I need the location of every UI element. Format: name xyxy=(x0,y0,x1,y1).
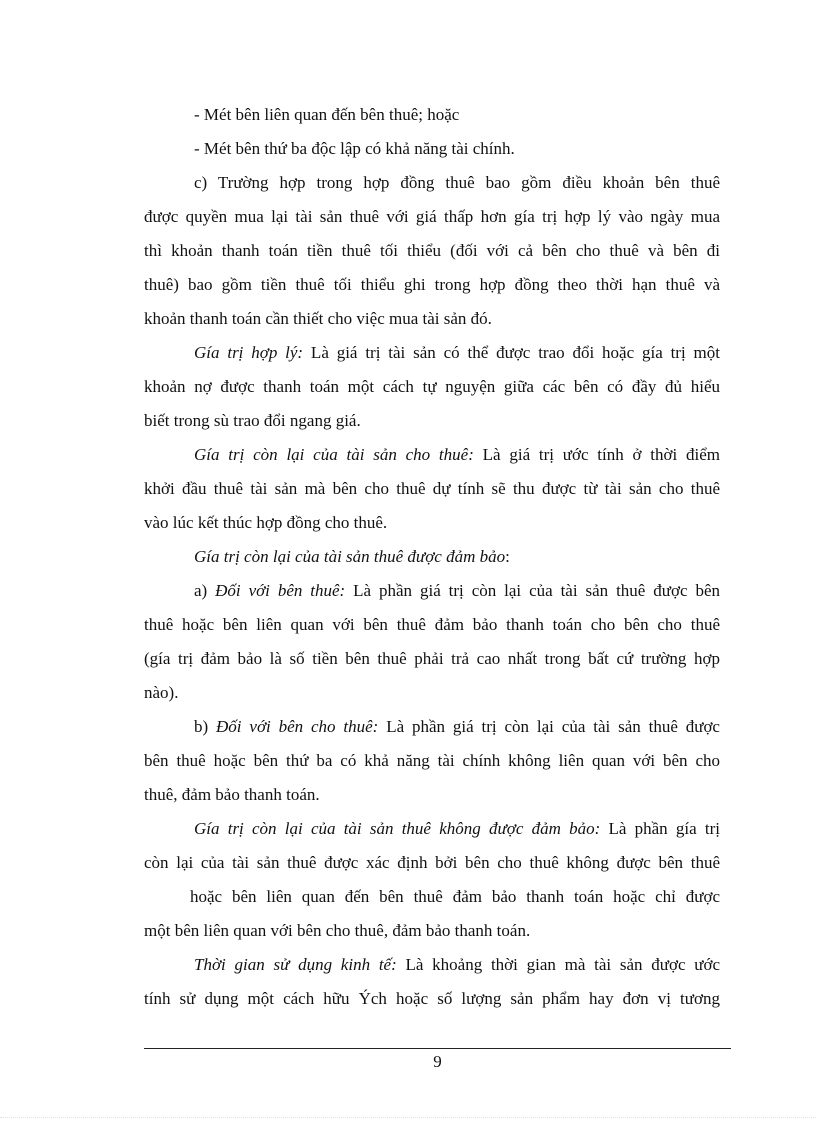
text-line-22 xyxy=(144,812,720,846)
text-line-23: còn lại của tài sản thuê được xác định bởi bên cho thuê không được bên thuê xyxy=(144,853,720,872)
text-line-12: khởi đầu thuê tài sản mà bên cho thuê dự tính sẽ thu được từ tài sản cho thuê xyxy=(144,479,720,498)
text-line-1: - Mét bên liên quan đến bên thuê; hoặc xyxy=(194,105,460,124)
text-line-18: nào). xyxy=(144,683,179,702)
text-line-25: một bên liên quan với bên cho thuê, đảm bảo thanh toán. xyxy=(144,921,531,940)
text-line-20: bên thuê hoặc bên thứ ba có khả năng tài chính không liên quan với bên cho xyxy=(144,751,720,770)
text-line-2: - Mét bên thứ ba độc lập có khả năng tài chính. xyxy=(194,139,515,158)
term-definition: : xyxy=(505,547,510,566)
term-definition: Là phần giá trị còn lại của tài sản thuê được bên xyxy=(345,581,720,600)
term-label: Đối với bên cho thuê: xyxy=(216,717,379,736)
term-label: Gía trị còn lại của tài sản cho thuê: xyxy=(194,445,474,464)
text-line-15 xyxy=(144,574,720,608)
text-line-4: được quyền mua lại tài sản thuê với giá thấp hơn gía trị hợp lý vào ngày mua xyxy=(144,207,720,226)
text-line-5: thì khoản thanh toán tiền thuê tối thiểu (đối với cả bên cho thuê và bên đi xyxy=(144,241,720,260)
text-line-11 xyxy=(144,438,720,472)
text-line-3: c) Trường hợp trong hợp đồng thuê bao gồm điều khoản bên thuê xyxy=(194,173,720,192)
text-line-7: khoản thanh toán cần thiết cho việc mua tài sản đó. xyxy=(144,309,492,328)
page-number: 9 xyxy=(433,1052,442,1071)
text-line-27: tính sử dụng một cách hữu Ých hoặc số lượng sản phẩm hay đơn vị tương xyxy=(144,989,720,1008)
text-line-14 xyxy=(144,540,720,574)
term-definition: Là giá trị tài sản có thể được trao đổi hoặc gía trị một xyxy=(303,343,720,362)
text-line-19 xyxy=(144,710,720,744)
text-line-21: thuê, đảm bảo thanh toán. xyxy=(144,785,320,804)
text-line-24: hoặc bên liên quan đến bên thuê đảm bảo thanh toán hoặc chỉ được xyxy=(190,887,720,906)
term-definition: Là phần gía trị xyxy=(600,819,720,838)
term-label: Đối với bên thuê: xyxy=(215,581,346,600)
text-line-13: vào lúc kết thúc hợp đồng cho thuê. xyxy=(144,513,388,532)
text-line-17: (gía trị đảm bảo là số tiền bên thuê phải trả cao nhất trong bất cứ trường hợp xyxy=(144,649,720,668)
text-line-6: thuê) bao gồm tiền thuê tối thiểu ghi trong hợp đồng theo thời hạn thuê và xyxy=(144,275,720,294)
term-label: Thời gian sử dụng kinh tế: xyxy=(194,955,397,974)
text-line-16: thuê hoặc bên liên quan với bên thuê đảm bảo thanh toán cho bên cho thuê xyxy=(144,615,720,634)
term-label: Gía trị còn lại của tài sản thuê được đảm bảo xyxy=(194,547,506,566)
list-marker: a) xyxy=(194,581,216,600)
term-label: Gía trị còn lại của tài sản thuê không được đảm bảo: xyxy=(194,819,601,838)
term-label: Gía trị hợp lý: xyxy=(194,343,304,362)
text-line-8 xyxy=(144,336,720,370)
text-line-26 xyxy=(144,948,720,982)
term-definition: Là giá trị ước tính ở thời điểm xyxy=(473,445,720,464)
term-definition: Là phần giá trị còn lại của tài sản thuê được xyxy=(378,717,720,736)
text-line-9: khoản nợ được thanh toán một cách tự nguyện giữa các bên có đầy đủ hiểu xyxy=(144,377,720,396)
footer-rule xyxy=(144,1048,731,1049)
body-text xyxy=(144,98,720,1016)
text-line-10: biết trong sù trao đổi ngang giá. xyxy=(144,411,361,430)
page-bottom-border xyxy=(0,1117,816,1118)
term-definition: Là khoảng thời gian mà tài sản được ước xyxy=(396,955,720,974)
list-marker: b) xyxy=(194,717,217,736)
